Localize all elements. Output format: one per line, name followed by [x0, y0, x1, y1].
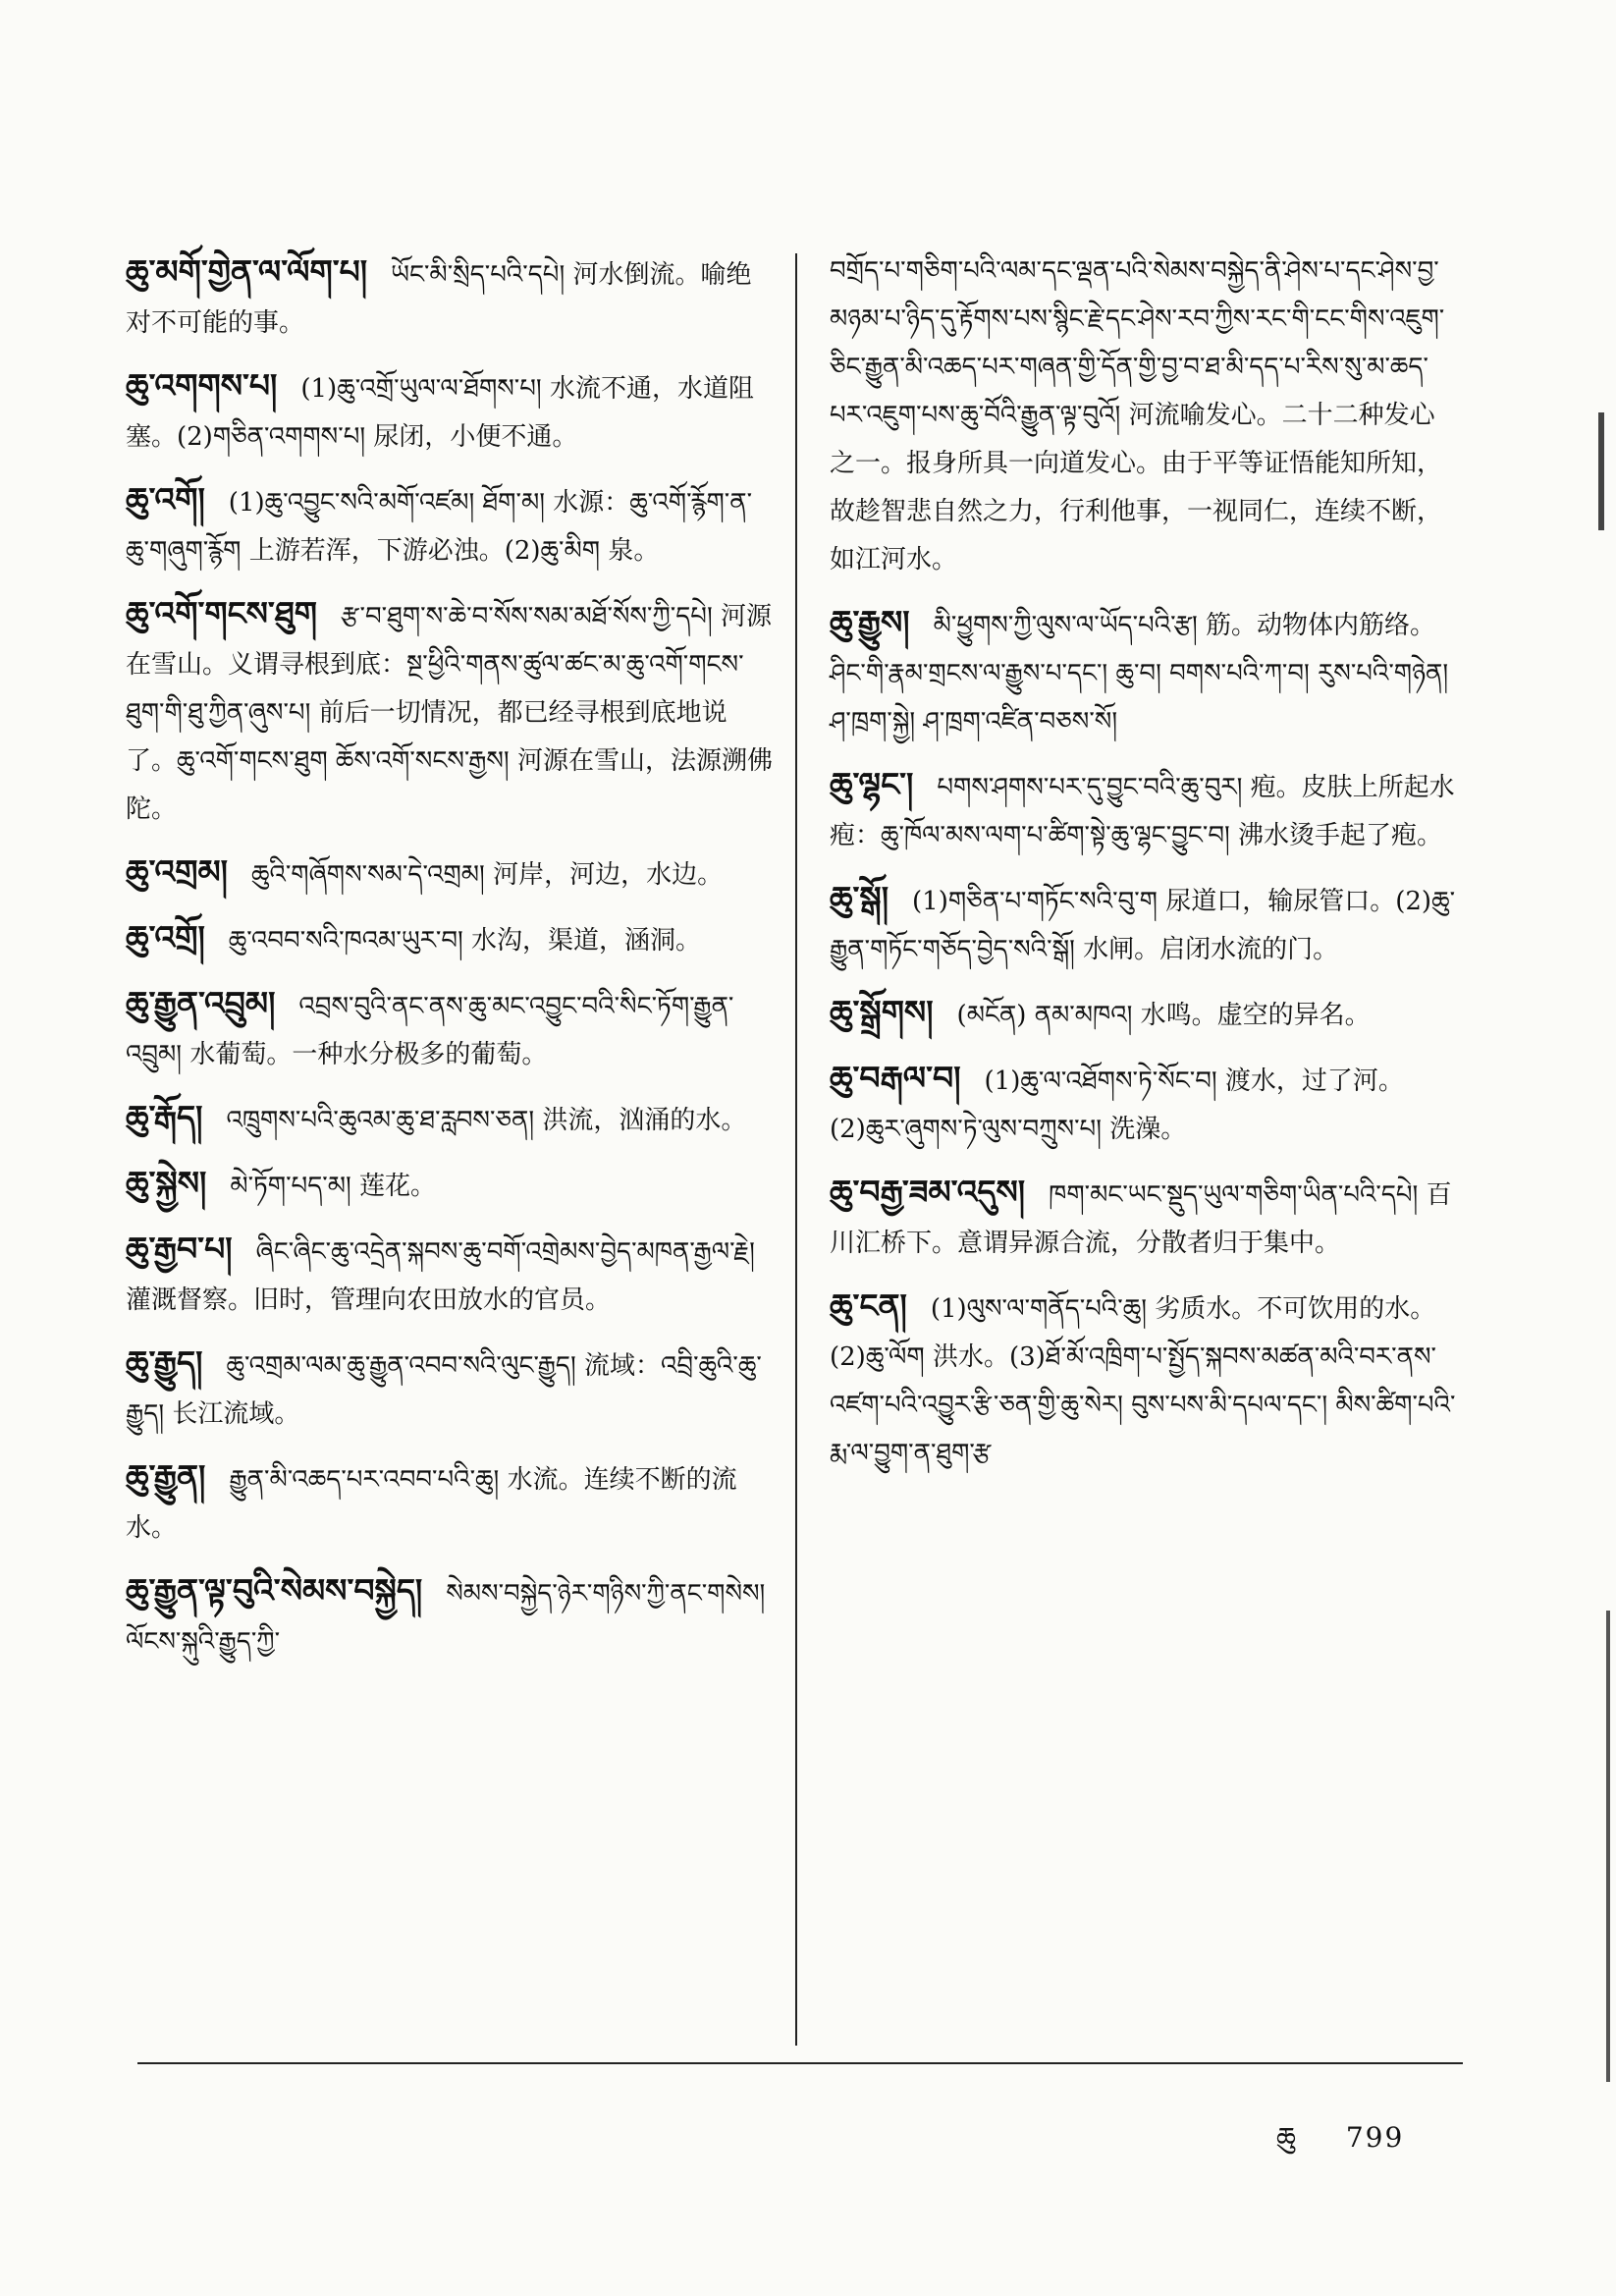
definition-text: (1)ཆུ་འགྲོ་ཡུལ་ལ་ཐོགས་པ། 水流不通，水道阻塞。(2)གཅིན་འགགས་པ། 尿闭，小便不通。 — [126, 374, 754, 452]
left-column — [126, 247, 774, 1680]
headword: ཆུ་རྒྱུན། — [126, 1457, 206, 1496]
definition-text: འབྲས་བུའི་ནང་ནས་ཆུ་མང་འབྱུང་བའི་སིང་ཏོག་རྒྱུན་འབྲུམ། 水葡萄。一种水分极多的葡萄。 — [126, 992, 734, 1069]
definition-text: (1)གཅིན་པ་གཏོང་སའི་བུ་ག 尿道口，输尿管口。(2)ཆུ་རྒྱུན་གཏོང་གཅོད་བྱེད་སའི་སྒོ། 水闸。启闭水流的门。 — [830, 887, 1456, 964]
definition-text: ཆུའི་གཞོགས་སམ་དེ་འགྲམ། 河岸，河边，水边。 — [250, 860, 724, 890]
headword: ཆུ་རྒྱུས། — [830, 603, 910, 641]
headword: ཆུ་བརྒལ་བ། — [830, 1059, 961, 1097]
dictionary-entry — [830, 247, 1458, 584]
definition-text: འཁྲུགས་པའི་ཆུའམ་ཆུ་ཐ་རླབས་ཅན། 洪流，汹涌的水。 — [226, 1106, 747, 1135]
dictionary-entry — [830, 1054, 1458, 1154]
definition-text: མི་ཕྱུགས་ཀྱི་ལུས་ལ་ཡོད་པའི་རྩ། 筋。动物体内筋络。ཤིང་གི་རྣམ་གྲངས་ལ་རྒྱུས་པ་དང་། ཆུ་བ། བགས་པའི་ཀ་བ། རུས་པའི་གཉེན། ཤ་ཁྲག་སྐྱེ། ཤ་ཁྲག་འཛིན་བཅས་སོ། — [830, 611, 1449, 737]
headword: ཆུ་རྒྱུན་ལྟ་བུའི་སེམས་བསྐྱེད། — [126, 1571, 423, 1610]
dictionary-entry — [830, 1282, 1458, 1478]
right-column — [830, 247, 1458, 1492]
dictionary-entry — [126, 589, 774, 834]
dictionary-entry — [126, 1452, 774, 1553]
dictionary-entry — [126, 1339, 774, 1439]
dictionary-entry — [830, 598, 1458, 746]
dictionary-entry — [126, 913, 774, 965]
definition-text: རྒྱུན་མི་འཆད་པར་འབབ་པའི་ཆུ། 水流。连续不断的流水。 — [126, 1465, 737, 1543]
definition-text: (1)ལུས་ལ་གནོད་པའི་ཆུ། 劣质水。不可饮用的水。(2)ཆུ་ལོག 洪水。(3)ཐོ་མོ་འཁྲིག་པ་སྤྱོད་སྐབས་མཚན་མའི་བར་ནས་འཛག་པའི་འབྱུར་རྩི་ཅན་གྱི་ཆུ་སེར། བུས་པས་མི་དཔལ་དང་། མིས་ཚིག་པའི་རྨ་ལ་བྱུག་ན་ཐུག་རྩ — [830, 1294, 1456, 1468]
dictionary-entry — [830, 874, 1458, 974]
headword: ཆུ་བརྒྱ་ཟམ་འདུས། — [830, 1173, 1026, 1211]
definition-text: (མངོན) ནམ་མཁའ། 水鸣。虚空的异名。 — [956, 1001, 1371, 1030]
definition-text: ཁག་མང་ཡང་སྡུད་ཡུལ་གཅིག་ཡིན་པའི་དཔེ། 百川汇桥下。意谓异源合流，分散者归于集中。 — [830, 1180, 1452, 1258]
headword: ཆུ་སྐྱེས། — [126, 1164, 207, 1202]
margin-mark — [1606, 1611, 1610, 2082]
dictionary-entry — [830, 760, 1458, 860]
definition-text: ཆུ་འབབ་སའི་ཁའམ་ཡུར་བ། 水沟，渠道，涵洞。 — [228, 926, 702, 956]
dictionary-entry — [126, 247, 774, 348]
dictionary-entry — [126, 1225, 774, 1325]
headword: ཆུ་རྒྱབ་པ། — [126, 1230, 233, 1268]
definition-text: ཡོང་མི་སྲིད་པའི་དཔེ། 河水倒流。喻绝对不可能的事。 — [126, 260, 752, 338]
headword: ཆུ་འགོ། — [126, 480, 205, 519]
definition-text: ཆུ་འགྲམ་ལམ་ཆུ་རྒྱུན་འབབ་སའི་ལུང་རྒྱུད། 流域：འབྲི་ཆུའི་ཆུ་རྒྱུད། 长江流域。 — [126, 1351, 762, 1429]
definition-text: (1)ཆུ་འབྱུང་སའི་མགོ་འཛམ། ཐོག་མ། 水源：ཆུ་འགོ་རྙོག་ན་ཆུ་གཞུག་རྙོག 上游若浑，下游必浊。(2)ཆུ་མིག 泉。 — [126, 488, 753, 566]
headword: ཆུ་སྒྲོགས། — [830, 993, 934, 1031]
page-number: 799 — [1345, 2121, 1405, 2154]
headword: ཆུ་འགྲོ། — [126, 918, 205, 957]
headword: ཆུ་རྒྱུད། — [126, 1343, 203, 1382]
dictionary-entry — [126, 1566, 774, 1667]
headword: ཆུ་འགྲམ། — [126, 852, 228, 891]
headword: ཆུ་རྒོད། — [126, 1098, 203, 1136]
headword: ཆུ་ལྷང་། — [830, 765, 914, 803]
definition-text: མེ་ཏོག་པད་མ། 莲花。 — [230, 1172, 437, 1201]
bottom-rule — [137, 2062, 1463, 2064]
dictionary-entry — [126, 1093, 774, 1145]
dictionary-entry — [126, 361, 774, 462]
section-letter: ཆུ — [1276, 2121, 1298, 2154]
headword: ཆུ་ངན། — [830, 1286, 907, 1325]
definition-text: བགྲོད་པ་གཅིག་པའི་ལམ་དང་ལྡན་པའི་སེམས་བསྐྱེད་ནི་ཤེས་པ་དང་ཤེས་བྱ་མཉམ་པ་ཉིད་དུ་རྟོགས་པས་སྙིང་རྗེ་དང་ཤེས་རབ་ཀྱིས་རང་གི་ངང་གིས་འཇུག་ཅིང་རྒྱུན་མི་འཆད་པར་གཞན་གྱི་དོན་གྱི་བྱ་བ་ཐ་མི་དད་པ་རིས་སུ་མ་ཆད་པར་འཇུག་པས་ཆུ་བོའི་རྒྱུན་ལྟ་བུའོ། 河流喻发心。二十二种发心之一。报身所具一向道发心。由于平等证悟能知所知，故趁智悲自然之力，行利他事，一视同仁，连续不断，如江河水。 — [830, 256, 1445, 574]
dictionary-entry — [126, 1159, 774, 1211]
definition-text: རྩ་བ་ཐུག་ས་ཆེ་བ་སོས་སམ་མཐོ་སོས་ཀྱི་དཔེ། 河源在雪山。义谓寻根到底：སྔ་ཕྱིའི་གནས་ཚུལ་ཚང་མ་ཆུ་འགོ་གངས་ཐུག་གི་ཐུ་ཀྱིན་ཞུས་པ། 前后一切情况，都已经寻根到底地说了。ཆུ་འགོ་གངས་ཐུག ཆོས་འགོ་སངས་རྒྱས། 河源在雪山，法源溯佛陀。 — [126, 602, 773, 824]
dictionary-entry — [830, 988, 1458, 1040]
definition-text: སེམས་བསྐྱེད་ཉེར་གཉིས་ཀྱི་ནང་གསེས། ལོངས་སྐུའི་རྒྱུད་ཀྱི་ — [126, 1579, 766, 1657]
dictionary-entry — [126, 847, 774, 900]
column-divider — [795, 253, 797, 2046]
dictionary-entry — [830, 1168, 1458, 1268]
headword: ཆུ་འགོ་གངས་ཐུག — [126, 594, 318, 632]
definition-text: ཞིང་ཞིང་ཆུ་འདྲེན་སྐབས་ཆུ་བགོ་འགྲེམས་བྱེད་མཁན་རྒྱལ་རྗེ། 灌溉督察。旧时，管理向农田放水的官员。 — [126, 1237, 755, 1315]
headword: ཆུ་འགགས་པ། — [126, 366, 278, 405]
definition-text: པགས་ཤགས་པར་དུ་བྱུང་བའི་ཆུ་བུར། 疱。皮肤上所起水疱：ཆུ་ཁོལ་མས་ལག་པ་ཚིག་སྟེ་ཆུ་ལྷང་བྱུང་བ། 沸水烫手起了疱。 — [830, 773, 1455, 850]
margin-mark — [1598, 412, 1604, 530]
dictionary-entry — [126, 475, 774, 575]
headword: ཆུ་རྒྱུན་འབྲུམ། — [126, 984, 276, 1022]
dictionary-entry — [126, 979, 774, 1079]
headword: ཆུ་མགོ་གྱེན་ལ་ལོག་པ། — [126, 252, 368, 291]
definition-text: (1)ཆུ་ལ་འཐོགས་ཏེ་སོང་བ། 渡水，过了河。(2)ཆུར་ཞུགས་ཏེ་ལུས་བཀྲུས་པ། 洗澡。 — [830, 1066, 1404, 1144]
headword: ཆུ་སྒོ། — [830, 879, 889, 917]
page-footer — [1276, 2106, 1441, 2184]
